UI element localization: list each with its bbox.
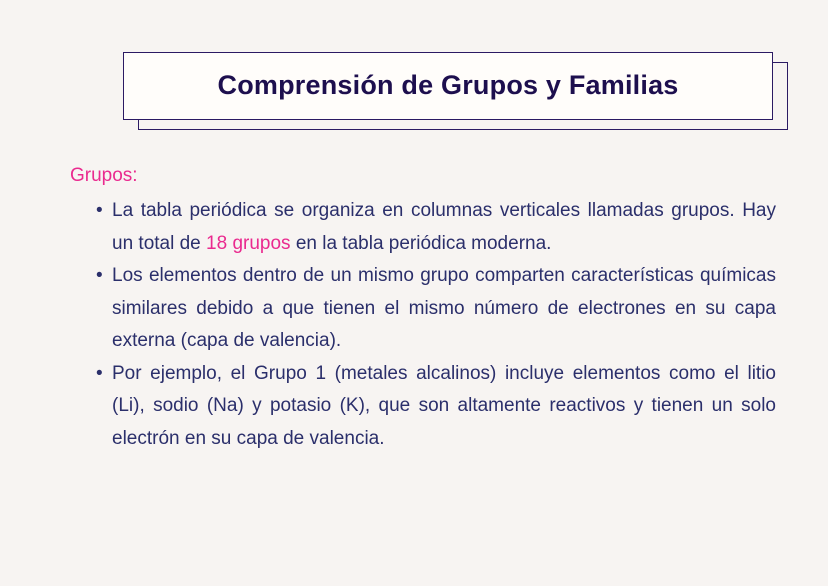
page-title: Comprensión de Grupos y Familias	[217, 70, 679, 101]
bullet-text-part1: La tabla periódica se organiza en columnas verticales llamadas grupos. Hay un total de	[112, 200, 776, 254]
bullet-highlight: 18 grupos	[206, 232, 291, 254]
bullet-text-part2: en la tabla periódica moderna.	[290, 232, 552, 254]
bullet-text-part1: Por ejemplo, el Grupo 1 (metales alcalinos) incluye elementos como el litio (Li), sodio (Na) y potasio (K), que son altamente reactivos y tienen un solo electrón en su capa de valencia.	[112, 362, 776, 449]
slide-title-block	[123, 52, 789, 134]
list-item	[70, 358, 776, 456]
list-item	[70, 260, 776, 358]
bullet-list	[70, 195, 776, 455]
title-frame	[123, 52, 773, 120]
list-item	[70, 195, 776, 260]
section-label-grupos: Grupos:	[70, 165, 138, 186]
bullet-text-part1: Los elementos dentro de un mismo grupo comparten características químicas similares debido a que tienen el mismo número de electrones en su capa externa (capa de valencia).	[112, 265, 776, 351]
slide-body	[70, 163, 776, 455]
